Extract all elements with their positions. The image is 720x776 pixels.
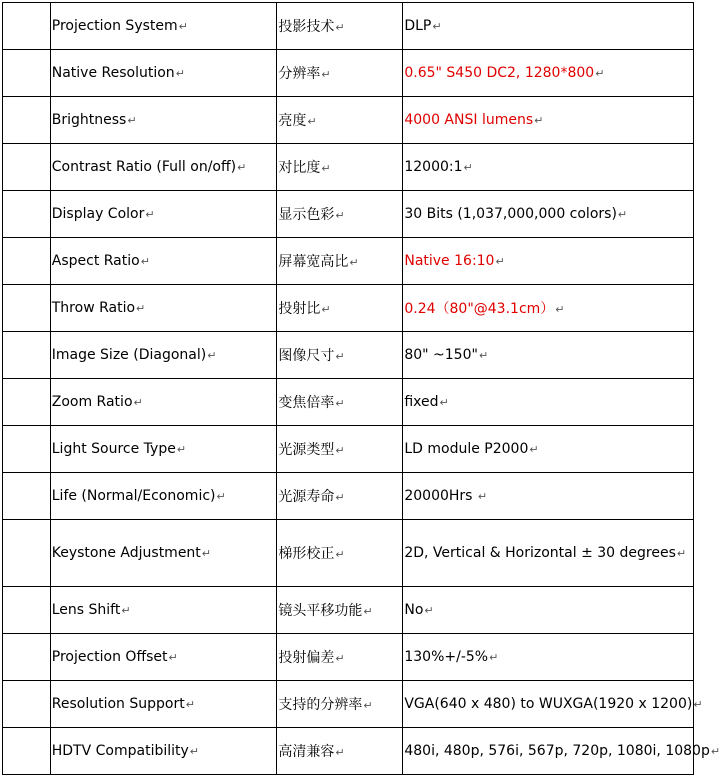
paragraph-mark-icon: ↵ xyxy=(175,67,185,80)
paragraph-mark-icon: ↵ xyxy=(321,68,331,81)
spec-row-blank-cell xyxy=(3,473,51,520)
paragraph-mark-icon: ↵ xyxy=(335,209,345,222)
paragraph-mark-icon: ↵ xyxy=(693,698,703,711)
spec-value-cell xyxy=(403,587,694,634)
spec-label-zh: 显示色彩 xyxy=(278,207,335,223)
spec-table-body xyxy=(3,3,720,775)
spec-row xyxy=(3,238,694,285)
spec-label: Throw Ratio xyxy=(51,300,136,316)
spec-label-zh-cell xyxy=(277,728,403,775)
spec-value-cell xyxy=(403,426,694,473)
spec-row xyxy=(3,97,694,144)
paragraph-mark-icon: ↵ xyxy=(529,443,539,456)
spec-label-cell xyxy=(50,50,277,97)
spec-row xyxy=(3,3,694,50)
spec-value: 20000Hrs xyxy=(404,488,477,504)
paragraph-mark-icon: ↵ xyxy=(307,115,317,128)
spec-value: 0.24（80"@43.1cm） xyxy=(404,301,555,317)
spec-label-zh-cell xyxy=(277,238,403,285)
spec-label: Projection Offset xyxy=(51,649,168,665)
spec-label-zh-cell xyxy=(277,3,403,50)
spec-label: Projection System xyxy=(51,18,178,34)
spec-label-zh-cell xyxy=(277,332,403,379)
spec-label: Life (Normal/Economic) xyxy=(51,488,216,504)
spec-label-zh: 投射比 xyxy=(278,301,321,317)
spec-label: HDTV Compatibility xyxy=(51,743,189,759)
spec-label: Lens Shift xyxy=(51,602,121,618)
paragraph-mark-icon: ↵ xyxy=(363,605,373,618)
paragraph-mark-icon: ↵ xyxy=(335,548,345,561)
spec-label-zh-cell xyxy=(277,50,403,97)
spec-label-zh-cell xyxy=(277,473,403,520)
paragraph-mark-icon: ↵ xyxy=(136,302,146,315)
spec-row-blank-cell xyxy=(3,587,51,634)
paragraph-mark-icon: ↵ xyxy=(145,208,155,221)
spec-label: Light Source Type xyxy=(51,441,176,457)
paragraph-mark-icon: ↵ xyxy=(676,547,687,560)
paragraph-mark-icon: ↵ xyxy=(335,21,345,34)
paragraph-mark-icon: ↵ xyxy=(432,20,442,33)
spec-value-cell xyxy=(403,634,694,681)
spec-label-zh: 支持的分辨率 xyxy=(278,697,363,713)
spec-row-blank-cell xyxy=(3,426,51,473)
paragraph-mark-icon: ↵ xyxy=(185,698,195,711)
spec-label-zh: 镜头平移功能 xyxy=(278,603,363,619)
spec-value: 2D, Vertical & Horizontal ± 30 degrees xyxy=(404,545,676,561)
paragraph-mark-icon: ↵ xyxy=(121,604,131,617)
spec-row xyxy=(3,144,694,191)
paragraph-mark-icon: ↵ xyxy=(424,604,434,617)
spec-row-blank-cell xyxy=(3,50,51,97)
paragraph-mark-icon: ↵ xyxy=(133,396,143,409)
paragraph-mark-icon: ↵ xyxy=(168,651,178,664)
spec-label: Display Color xyxy=(51,206,145,222)
spec-value: DLP xyxy=(404,18,432,34)
paragraph-mark-icon: ↵ xyxy=(489,651,499,664)
paragraph-mark-icon: ↵ xyxy=(617,208,628,221)
paragraph-mark-icon: ↵ xyxy=(335,444,345,457)
spec-value-cell xyxy=(403,681,703,728)
spec-value: 12000:1 xyxy=(404,159,463,175)
spec-row xyxy=(3,426,694,473)
spec-label-cell xyxy=(50,426,277,473)
spec-value-cell xyxy=(403,520,694,587)
spec-value-cell xyxy=(403,728,720,775)
spec-row xyxy=(3,50,694,97)
paragraph-mark-icon: ↵ xyxy=(363,699,373,712)
spec-label: Resolution Support xyxy=(51,696,185,712)
paragraph-mark-icon: ↵ xyxy=(335,397,345,410)
spec-label-cell xyxy=(50,473,277,520)
spec-label-cell xyxy=(50,144,277,191)
spec-row xyxy=(3,285,694,332)
spec-row xyxy=(3,379,694,426)
spec-value: No xyxy=(404,602,424,618)
spec-row-blank-cell xyxy=(3,520,51,587)
spec-label-zh: 光源类型 xyxy=(278,442,335,458)
spec-row-blank-cell xyxy=(3,3,51,50)
paragraph-mark-icon: ↵ xyxy=(335,652,345,665)
spec-row-blank-cell xyxy=(3,191,51,238)
paragraph-mark-icon: ↵ xyxy=(127,114,137,127)
spec-value-cell xyxy=(403,50,694,97)
spec-label-zh: 投影技术 xyxy=(278,19,335,35)
spec-label-cell xyxy=(50,97,277,144)
spec-label-zh: 光源寿命 xyxy=(278,489,335,505)
spec-label-cell xyxy=(50,332,277,379)
paragraph-mark-icon: ↵ xyxy=(237,161,247,174)
paragraph-mark-icon: ↵ xyxy=(321,303,331,316)
spec-row xyxy=(3,332,694,379)
paragraph-mark-icon: ↵ xyxy=(555,303,565,316)
spec-value-cell xyxy=(403,332,694,379)
spec-label-cell xyxy=(50,520,277,587)
paragraph-mark-icon: ↵ xyxy=(478,349,489,362)
spec-label-zh-cell xyxy=(277,634,403,681)
spec-label-zh-cell xyxy=(277,191,403,238)
spec-value-cell xyxy=(403,3,694,50)
spec-value-cell xyxy=(403,97,694,144)
paragraph-mark-icon: ↵ xyxy=(335,350,345,363)
spec-row-blank-cell xyxy=(3,332,51,379)
spec-value: 0.65" S450 DC2, 1280*800 xyxy=(404,65,595,81)
spec-label-zh-cell xyxy=(277,681,403,728)
spec-label-cell xyxy=(50,587,277,634)
spec-label-cell xyxy=(50,285,277,332)
paragraph-mark-icon: ↵ xyxy=(495,255,505,268)
spec-label: Native Resolution xyxy=(51,65,175,81)
spec-label: Zoom Ratio xyxy=(51,394,133,410)
spec-label-cell xyxy=(50,379,277,426)
spec-value-cell xyxy=(403,191,694,238)
spec-value-cell xyxy=(403,238,694,285)
spec-row-blank-cell xyxy=(3,144,51,191)
paragraph-mark-icon: ↵ xyxy=(176,443,187,456)
spec-value-cell xyxy=(403,473,694,520)
spec-row-blank-cell xyxy=(3,728,51,775)
spec-label: Image Size (Diagonal) xyxy=(51,347,207,363)
paragraph-mark-icon: ↵ xyxy=(349,256,359,269)
spec-label-zh-cell xyxy=(277,97,403,144)
paragraph-mark-icon: ↵ xyxy=(201,547,212,560)
spec-row-blank-cell xyxy=(3,285,51,332)
spec-label: Keystone Adjustment xyxy=(51,545,201,561)
spec-row-blank-cell xyxy=(3,238,51,285)
spec-label-cell xyxy=(50,3,277,50)
spec-label-zh: 屏幕宽高比 xyxy=(278,254,349,270)
spec-row-blank-cell xyxy=(3,379,51,426)
spec-value-cell xyxy=(403,285,694,332)
paragraph-mark-icon: ↵ xyxy=(335,746,345,759)
spec-label: Aspect Ratio xyxy=(51,253,140,269)
spec-value: LD module P2000 xyxy=(404,441,529,457)
spec-row xyxy=(3,681,694,728)
spec-label-zh: 对比度 xyxy=(278,160,321,176)
paragraph-mark-icon: ↵ xyxy=(189,745,200,758)
paragraph-mark-icon: ↵ xyxy=(178,20,188,33)
spec-label-zh: 变焦倍率 xyxy=(278,395,335,411)
spec-label-zh-cell xyxy=(277,144,403,191)
paragraph-mark-icon: ↵ xyxy=(321,162,331,175)
spec-label-cell xyxy=(50,728,277,775)
spec-table xyxy=(2,2,720,775)
spec-row xyxy=(3,587,694,634)
spec-value: 480i, 480p, 576i, 567p, 720p, 1080i, 1080p xyxy=(404,743,710,759)
spec-label-zh: 亮度 xyxy=(278,113,307,129)
spec-label-zh-cell xyxy=(277,379,403,426)
paragraph-mark-icon: ↵ xyxy=(463,161,473,174)
spec-value-cell xyxy=(403,144,694,191)
paragraph-mark-icon: ↵ xyxy=(140,255,150,268)
spec-label-zh-cell xyxy=(277,285,403,332)
spec-label-cell xyxy=(50,634,277,681)
paragraph-mark-icon: ↵ xyxy=(534,114,544,127)
spec-label-zh-cell xyxy=(277,426,403,473)
paragraph-mark-icon: ↵ xyxy=(595,67,605,80)
spec-label-cell xyxy=(50,191,277,238)
spec-label-zh-cell xyxy=(277,587,403,634)
paragraph-mark-icon: ↵ xyxy=(477,490,488,503)
spec-row xyxy=(3,634,694,681)
spec-label-zh-cell xyxy=(277,520,403,587)
spec-label-zh: 图像尺寸 xyxy=(278,348,335,364)
paragraph-mark-icon: ↵ xyxy=(216,490,226,503)
spec-value: 30 Bits (1,037,000,000 colors) xyxy=(404,206,617,222)
spec-row-blank-cell xyxy=(3,97,51,144)
spec-row xyxy=(3,728,694,775)
spec-value: VGA(640 x 480) to WUXGA(1920 x 1200) xyxy=(404,696,693,712)
spec-row xyxy=(3,191,694,238)
spec-label-zh: 分辨率 xyxy=(278,66,321,82)
paragraph-mark-icon: ↵ xyxy=(207,349,217,362)
spec-row-blank-cell xyxy=(3,681,51,728)
spec-row xyxy=(3,473,694,520)
spec-value: 4000 ANSI lumens xyxy=(404,112,534,128)
spec-value: 80" ~150" xyxy=(404,347,478,363)
spec-row-blank-cell xyxy=(3,634,51,681)
paragraph-mark-icon: ↵ xyxy=(335,491,345,504)
spec-label-zh: 梯形校正 xyxy=(278,546,335,562)
spec-label: Brightness xyxy=(51,112,127,128)
spec-row xyxy=(3,520,694,587)
paragraph-mark-icon: ↵ xyxy=(710,745,720,758)
paragraph-mark-icon: ↵ xyxy=(439,396,449,409)
spec-value: 130%+/-5% xyxy=(404,649,489,665)
spec-value: fixed xyxy=(404,394,439,410)
spec-value: Native 16:10 xyxy=(404,253,495,269)
spec-label-cell xyxy=(50,681,277,728)
spec-label-zh: 投射偏差 xyxy=(278,650,335,666)
spec-value-cell xyxy=(403,379,694,426)
spec-label: Contrast Ratio (Full on/off) xyxy=(51,159,237,175)
spec-label-cell xyxy=(50,238,277,285)
spec-label-zh: 高清兼容 xyxy=(278,744,335,760)
